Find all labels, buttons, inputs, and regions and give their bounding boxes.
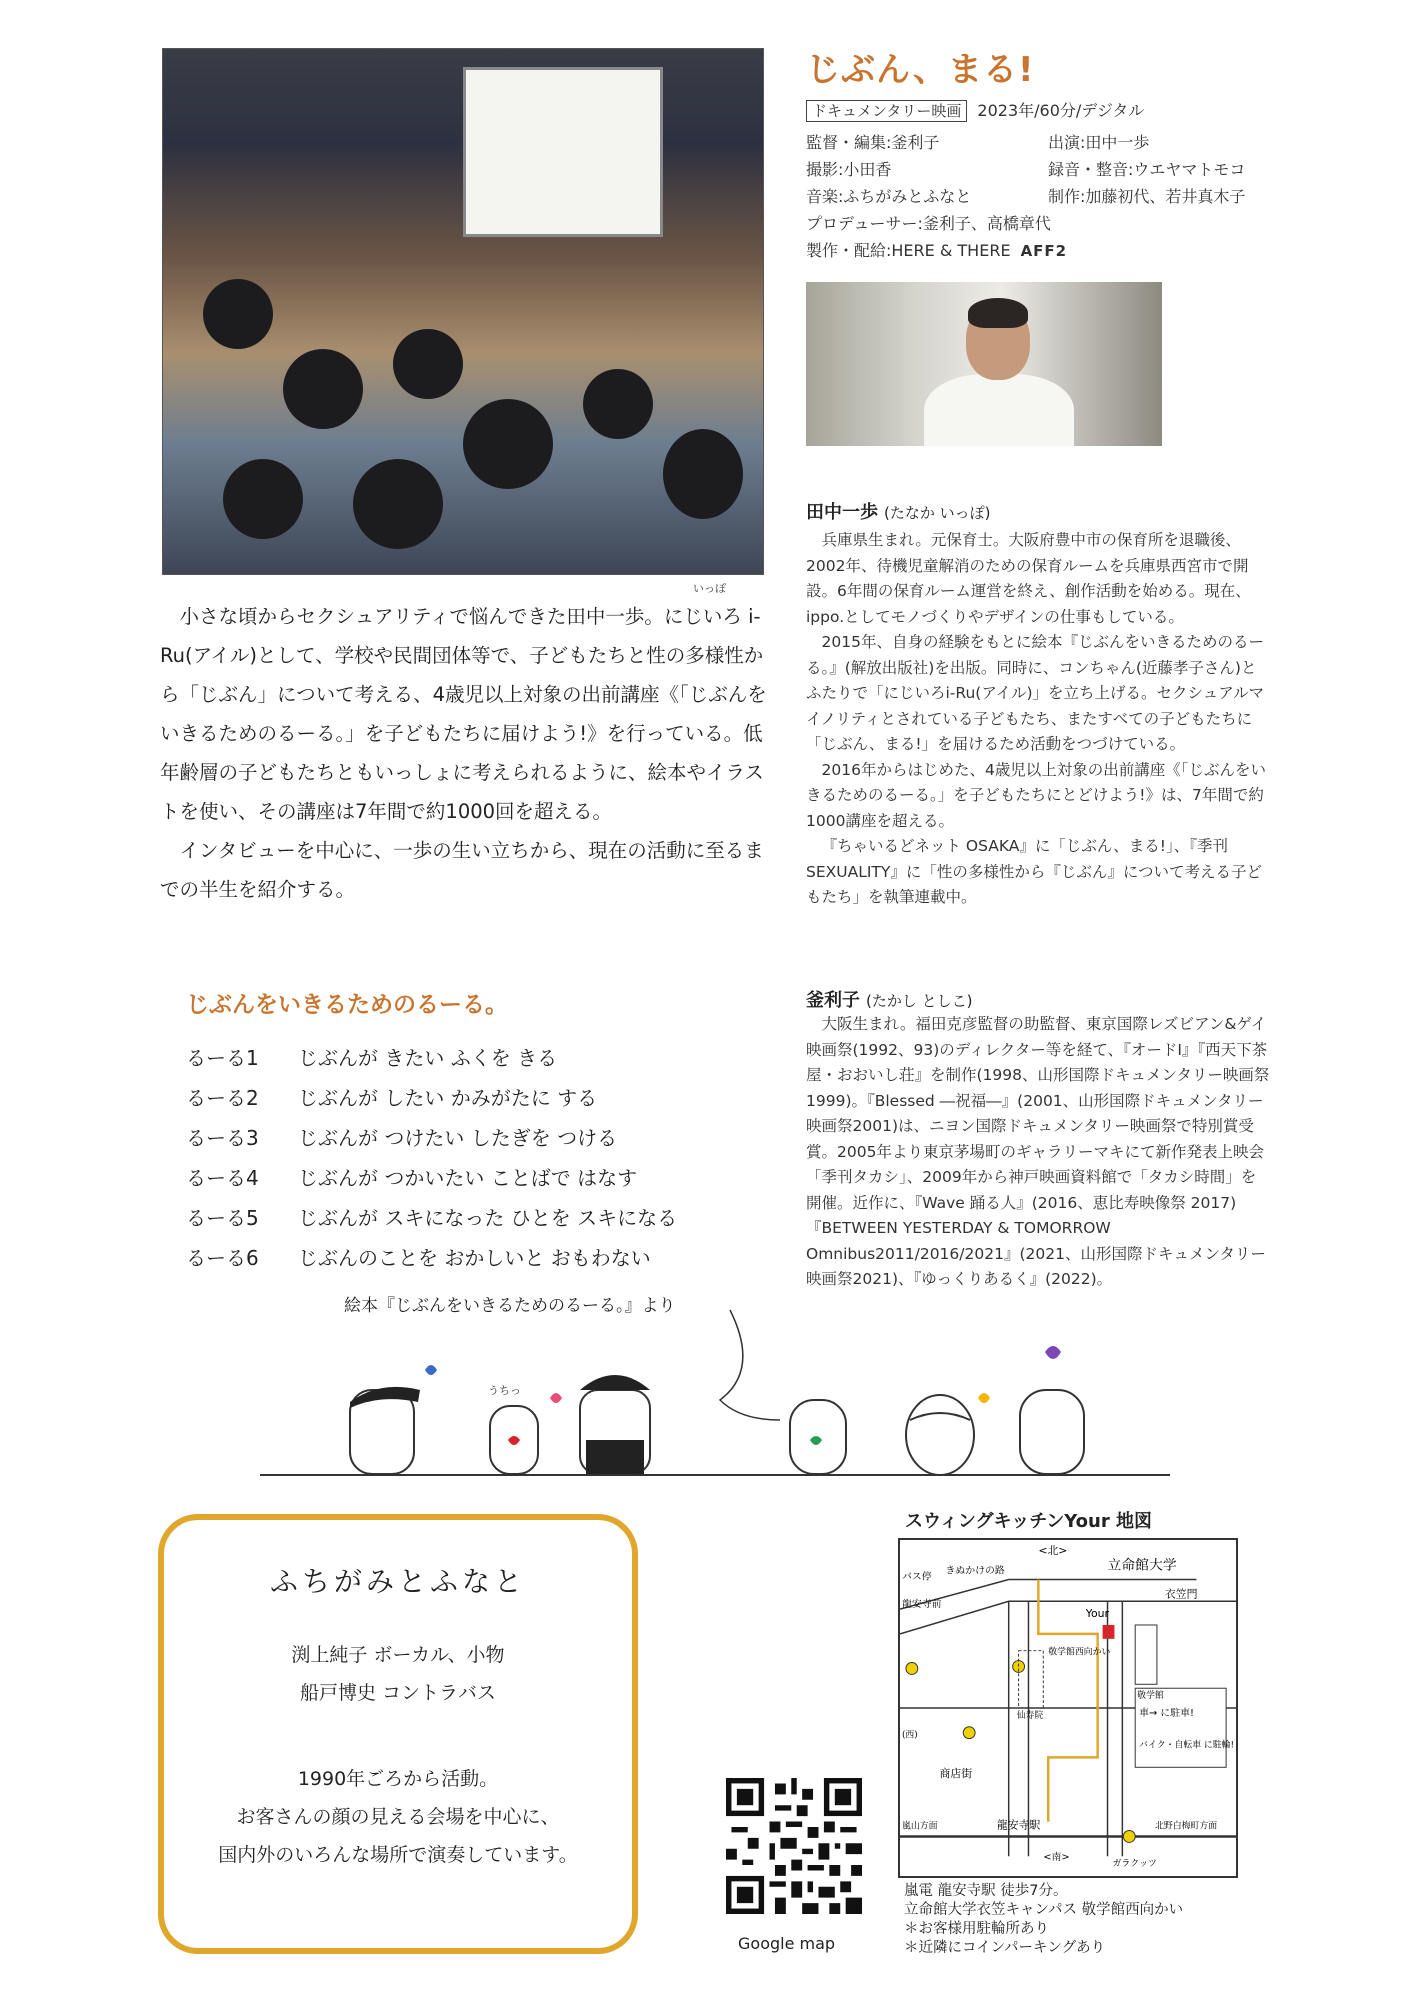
whiteboard xyxy=(463,67,663,237)
portrait-hair xyxy=(968,298,1028,328)
bio-name-ippo xyxy=(806,498,990,524)
map-west-label: (西) xyxy=(901,1730,918,1741)
rules-title: じぶんをいきるためのるーる。 xyxy=(186,992,508,1018)
building-hall xyxy=(1135,1625,1157,1684)
map-south-sub-label: ガラクッツ xyxy=(1112,1859,1157,1870)
bio-name-takashi xyxy=(806,986,972,1012)
heart-icon xyxy=(978,1393,990,1403)
bio-paragraph: 兵庫県生まれ。元保育士。大阪府豊中市の保育所を退職後、2002年、待機児童解消のための保育ルームを兵庫県西宮市で開設。6年間の保育ルーム運営を終え、創作活動を始める。現在、ippo.としてモノづくりやデザインの仕事もしている。 xyxy=(806,531,1251,626)
map-south-label: <南> xyxy=(1043,1852,1070,1864)
band-member: 船戸博史 コントラバス xyxy=(299,1682,497,1704)
shop-marker xyxy=(1103,1625,1115,1639)
rule-item xyxy=(186,1202,677,1231)
rule-text: じぶんが スキになった ひとを スキになる xyxy=(298,1206,678,1230)
parking-icon xyxy=(963,1727,975,1739)
map-shop-sub: 敬学館西向かい xyxy=(1048,1647,1111,1658)
rule-item xyxy=(186,1242,651,1271)
qr-code[interactable] xyxy=(726,1778,862,1914)
credit-distribution: 製作・配給:HERE & THERE xyxy=(806,241,1011,260)
rule-number: るーる6 xyxy=(186,1246,259,1270)
map-caption xyxy=(904,1882,1183,1958)
bio-name-text: 田中一歩 xyxy=(806,502,878,523)
map-right-bottom-label: 北野白梅町方面 xyxy=(1154,1821,1218,1832)
bio-paragraph: 2016年からはじめた、4歳児以上対象の出前講座《「じぶんをいきるためのるーる。」を子どもたちにとどけよう!》は、7年間で約1000講座を超える。 xyxy=(806,760,1267,830)
child-head xyxy=(203,279,273,349)
lead-text xyxy=(160,597,768,909)
map-caption-line: 立命館大学衣笠キャンパス 敬学館西向かい xyxy=(904,1902,1184,1918)
credit-distribution-line xyxy=(806,238,1067,261)
band-description: お客さんの顔の見える会場を中心に、 xyxy=(236,1806,560,1828)
road xyxy=(900,1601,1236,1634)
classroom-photo xyxy=(162,48,764,575)
rule-text: じぶんが つけたい したぎを つける xyxy=(298,1126,618,1150)
credit-producer: プロデューサー:釜利子、高橋章代 xyxy=(806,214,1051,233)
rule-number: るーる2 xyxy=(186,1086,259,1110)
film-spec-line xyxy=(806,98,1144,121)
character-3-cap xyxy=(580,1375,650,1390)
child-head xyxy=(353,459,443,549)
rule-number: るーる5 xyxy=(186,1206,259,1230)
credit-production: 制作:加藤初代、若井真木子 xyxy=(1048,187,1246,206)
parking-icon xyxy=(1123,1831,1135,1843)
credit-sound: 録音・整音:ウエヤマトモコ xyxy=(1048,160,1246,179)
heart-icon xyxy=(550,1393,562,1403)
documentary-badge: ドキュメンタリー映画 xyxy=(806,100,967,122)
rule-number: るーる1 xyxy=(186,1046,259,1070)
child-head xyxy=(583,369,653,439)
rule-item xyxy=(186,1042,557,1071)
map-road-label: きぬかけの路 xyxy=(945,1565,1005,1577)
lead-paragraph: 小さな頃からセクシュアリティで悩んできた田中一歩。にじいろ i-Ru(アイル)として、学校や民間団体等で、子どもたちと性の多様性から「じぶん」について考える、4歳児以上対象の出前講座《「じぶんをいきるためのるーる。」を子どもたちに届けよう!》を行っている。低年齢層の子どもたちともいっしょに考えられるように、絵本やイラストを使い、その講座は7年間で約1000回を超える。 xyxy=(160,605,767,823)
credit-cast: 出演:田中一歩 xyxy=(1048,133,1150,152)
map-hall-label: 敬学館 xyxy=(1137,1691,1164,1702)
building-temple xyxy=(1019,1651,1044,1708)
bio-name-kana: (たかし としこ) xyxy=(866,992,973,1010)
aff2-logo: AFF2 xyxy=(1020,242,1068,260)
bio-ippo xyxy=(806,528,1270,911)
rule-item xyxy=(186,1082,597,1111)
map-caption-line: 嵐電 龍安寺駅 徒歩7分。 xyxy=(904,1883,1068,1899)
rule-text: じぶんが きたい ふくを きる xyxy=(298,1046,558,1070)
character-6 xyxy=(1020,1390,1084,1474)
heart-icon xyxy=(425,1365,437,1375)
credit-camera: 撮影:小田香 xyxy=(806,160,892,179)
band-member: 渕上純子 ボーカル、小物 xyxy=(291,1644,505,1666)
map-legend-bike: バイク・自転車 に駐輪! xyxy=(1139,1740,1235,1751)
map-title: スウィングキッチンYour 地図 xyxy=(905,1511,1153,1532)
child-head xyxy=(463,399,553,489)
access-map xyxy=(898,1538,1238,1878)
bio-paragraph: 2015年、自身の経験をもとに絵本『じぶんをいきるためのるーる。』(解放出版社)を出版。同時に、コンちゃん(近藤孝子さん)とふたりで「にじいろi-Ru(アイル)」を立ち上げる。セクシュアルマイノリティとされている子どもたち、またすべての子どもたちに「じぶん、まる!」を届けるため活動をつづけている。 xyxy=(806,633,1265,753)
child-head xyxy=(283,349,363,429)
heart-icon xyxy=(1045,1346,1061,1359)
bio-paragraph: 『ちゃいるどネット OSAKA』に「じぶん、まる!」、『季刊 SEXUALITY』に「性の多様性から『じぶん』について考える子どもたち」を執筆連載中。 xyxy=(806,837,1263,906)
characters-illustration xyxy=(250,1290,1230,1480)
character-5 xyxy=(906,1395,974,1475)
map-bus-stop-label: バス停 xyxy=(901,1571,932,1583)
band-description: 国内外のいろんな場所で演奏しています。 xyxy=(218,1844,578,1866)
bio-takashi xyxy=(806,1012,1270,1293)
rule-number: るーる4 xyxy=(186,1166,259,1190)
bio-paragraph: 大阪生まれ。福田克彦監督の助監督、東京国際レズビアン&ゲイ映画祭(1992、93)のディレクター等を経て、『オードI』『西天下茶屋・おおいし荘』を制作(1998、山形国際ドキュメンタリー映画祭1999)。『Blessed ―祝福―』(2001、山形国際ドキュメンタリー映画祭2001)は、ニヨン国際ドキュメンタリー映画祭で特別賞受賞。2005年より東京茅場町のギャラリーマキにて新作発表上映会「季刊タカシ」、2009年から神戸映画資料館で「タカシ時間」を開催。近作に、『Wave 踊る人』(2016、恵比寿映像祭 2017)『BETWEEN YESTERDAY & TOMORROW Omnibus2011/2016/2021』(2021、山形国際ドキュメンタリー映画祭2021)、『ゆっくりあるく』(2022)。 xyxy=(806,1015,1270,1288)
map-station-label: 龍安寺駅 xyxy=(996,1818,1041,1832)
map-gate-label: 衣笠門 xyxy=(1164,1587,1198,1601)
rule-item xyxy=(186,1122,617,1151)
character-3-pants xyxy=(586,1440,644,1474)
child-head xyxy=(223,459,303,539)
portrait-shirt xyxy=(924,374,1074,446)
map-temple-label: 仙寿院 xyxy=(1016,1710,1044,1721)
google-map-label: Google map xyxy=(738,1934,836,1953)
map-bus-stop-name: 龍安寺前 xyxy=(901,1599,942,1611)
credit-music: 音楽:ふちがみとふなと xyxy=(806,187,972,206)
map-legend-car: 車→ に駐車! xyxy=(1139,1707,1195,1719)
rule-number: るーる3 xyxy=(186,1126,259,1150)
band-description: 1990年ごろから活動。 xyxy=(297,1768,499,1790)
book-credit: 絵本『じぶんをいきるためのるーる。』より xyxy=(344,1296,676,1316)
portrait-photo xyxy=(806,282,1162,446)
band-name: ふちがみとふなと xyxy=(269,1565,526,1598)
map-caption-line: ＊お客様用駐輪所あり xyxy=(904,1921,1049,1937)
map-university-label: 立命館大学 xyxy=(1107,1557,1177,1574)
bio-name-kana: (たなか いっぽ) xyxy=(884,504,991,522)
map-street-label: 商店街 xyxy=(939,1767,973,1781)
road xyxy=(900,1580,1196,1610)
lead-paragraph: インタビューを中心に、一歩の生い立ちから、現在の活動に至るまでの半生を紹介する。 xyxy=(160,839,764,901)
parking-icon xyxy=(906,1663,918,1675)
rule-text: じぶんのことを おかしいと おもわない xyxy=(298,1246,651,1270)
film-title: じぶん、まる! xyxy=(806,50,1035,90)
bio-name-text: 釜利子 xyxy=(806,990,860,1011)
map-shop-label: Your xyxy=(1085,1607,1109,1621)
map-caption-line: ＊近隣にコインパーキングあり xyxy=(904,1940,1106,1956)
film-spec: 2023年/60分/デジタル xyxy=(977,101,1145,120)
doodle-text: うちっ xyxy=(488,1384,521,1397)
ruby-ippo: いっぽ xyxy=(693,582,726,595)
map-left-bottom-label: 嵐山方面 xyxy=(901,1821,938,1832)
string-line xyxy=(720,1310,780,1420)
rule-text: じぶんが したい かみがたに する xyxy=(298,1086,598,1110)
credit-director: 監督・編集:釜利子 xyxy=(806,133,940,152)
child-head xyxy=(663,429,743,519)
child-head xyxy=(393,329,463,399)
rule-item xyxy=(186,1162,637,1191)
rule-text: じぶんが つかいたい ことばで はなす xyxy=(298,1166,638,1190)
map-north-label: <北> xyxy=(1038,1543,1068,1557)
